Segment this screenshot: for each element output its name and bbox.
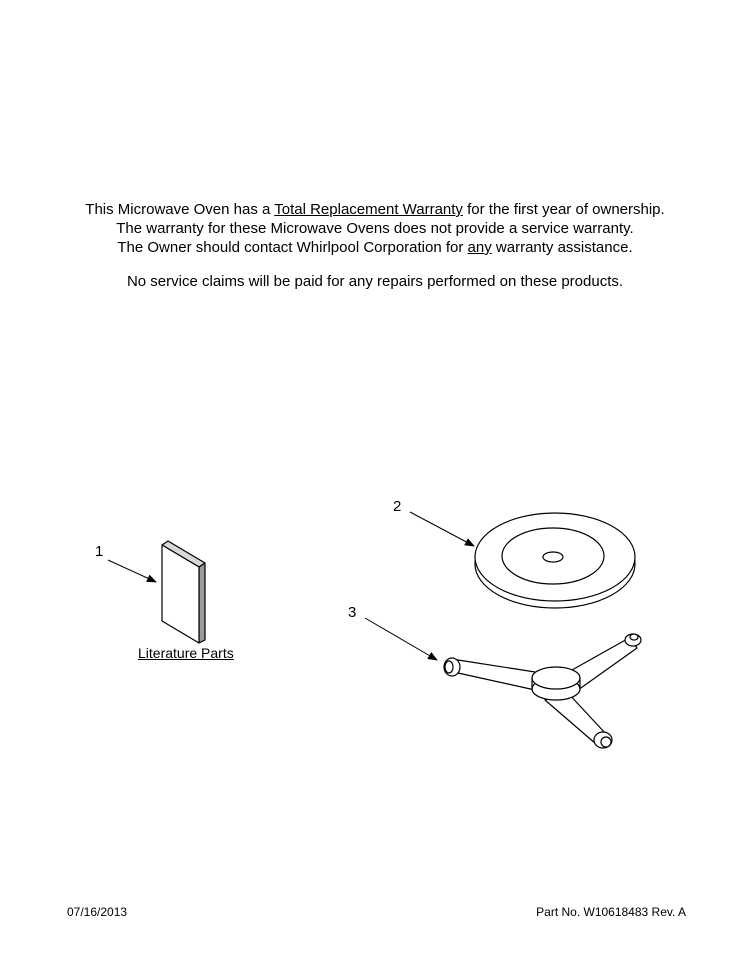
roller-support-icon [444, 634, 641, 748]
footer-part-number: Part No. W10618483 Rev. A [536, 905, 686, 919]
notice-line-2: The warranty for these Microwave Ovens does not provide a service warranty. [116, 220, 634, 237]
total-replacement-warranty-text: Total Replacement Warranty [274, 201, 463, 218]
literature-parts-label: Literature Parts [138, 645, 234, 661]
notice-line-1: This Microwave Oven has a Total Replacement Warranty for the first year of ownership. [85, 201, 665, 218]
leader-line-2 [410, 512, 474, 546]
callout-number-3: 3 [348, 604, 357, 621]
notice-line-4: No service claims will be paid for any repairs performed on these products. [126, 273, 624, 290]
footer-date: 07/16/2013 [67, 905, 128, 919]
callout-number-2: 2 [393, 498, 402, 515]
callout-number-1: 1 [95, 543, 104, 560]
leader-line-1 [108, 560, 156, 582]
notice-line-3: The Owner should contact Whirlpool Corporation for any warranty assistance. [117, 239, 633, 256]
leader-line-3 [365, 618, 437, 660]
turntable-tray-icon [475, 513, 635, 608]
literature-booklet-icon [162, 541, 205, 643]
any-text: any [467, 239, 492, 256]
